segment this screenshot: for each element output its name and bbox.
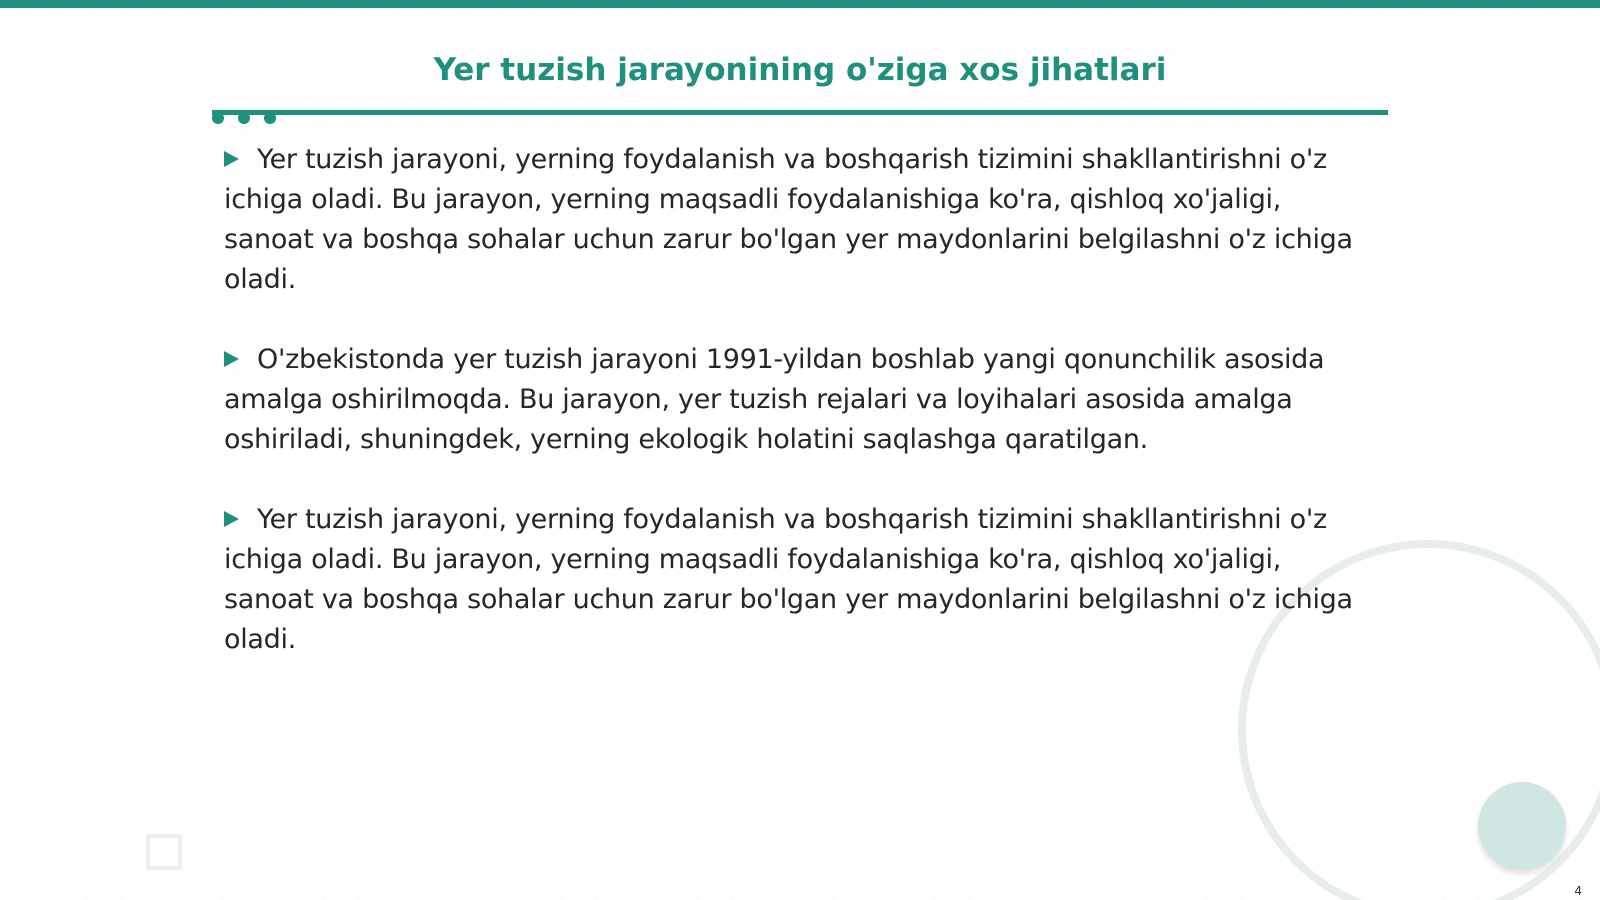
top-accent-bar xyxy=(0,0,1600,8)
title-underline xyxy=(212,110,1388,115)
decorative-dot-2 xyxy=(238,112,250,124)
bullet-text: O'zbekistonda yer tuzish jarayoni 1991-yildan boshlab yangi qonunchilik asosida amalga oshirilmoqda. Bu jarayon, yer tuzish rejalari va loyihalari asosida amalga oshiriladi, shuningdek, yerning ekologik holatini saqlashga qaratilgan. xyxy=(224,344,1325,455)
bullet-list xyxy=(224,140,1374,700)
decorative-square xyxy=(146,834,182,870)
bullet-item-1 xyxy=(224,140,1374,300)
bullet-arrow-icon xyxy=(224,351,239,367)
decorative-dot-3 xyxy=(264,112,276,124)
bullet-text: Yer tuzish jarayoni, yerning foydalanish va boshqarish tizimini shakllantirishni o'z ichiga oladi. Bu jarayon, yerning maqsadli foydalanishiga ko'ra, qishloq xo'jaligi, sanoat va boshqa sohalar uchun zarur bo'lgan yer maydonlarini belgilashni o'z ichiga oladi. xyxy=(224,144,1353,295)
bullet-arrow-icon xyxy=(224,151,239,167)
bullet-text: Yer tuzish jarayoni, yerning foydalanish va boshqarish tizimini shakllantirishni o'z ichiga oladi. Bu jarayon, yerning maqsadli foydalanishiga ko'ra, qishloq xo'jaligi, sanoat va boshqa sohalar uchun zarur bo'lgan yer maydonlarini belgilashni o'z ichiga oladi. xyxy=(224,504,1353,655)
page-number: 4 xyxy=(1574,884,1582,898)
bullet-item-2 xyxy=(224,340,1374,460)
decorative-dot-1 xyxy=(212,112,224,124)
bullet-arrow-icon xyxy=(224,511,239,527)
slide-title: Yer tuzish jarayonining o'ziga xos jihatlari xyxy=(433,52,1167,88)
bullet-item-3 xyxy=(224,500,1374,660)
decorative-circle xyxy=(1478,782,1566,870)
